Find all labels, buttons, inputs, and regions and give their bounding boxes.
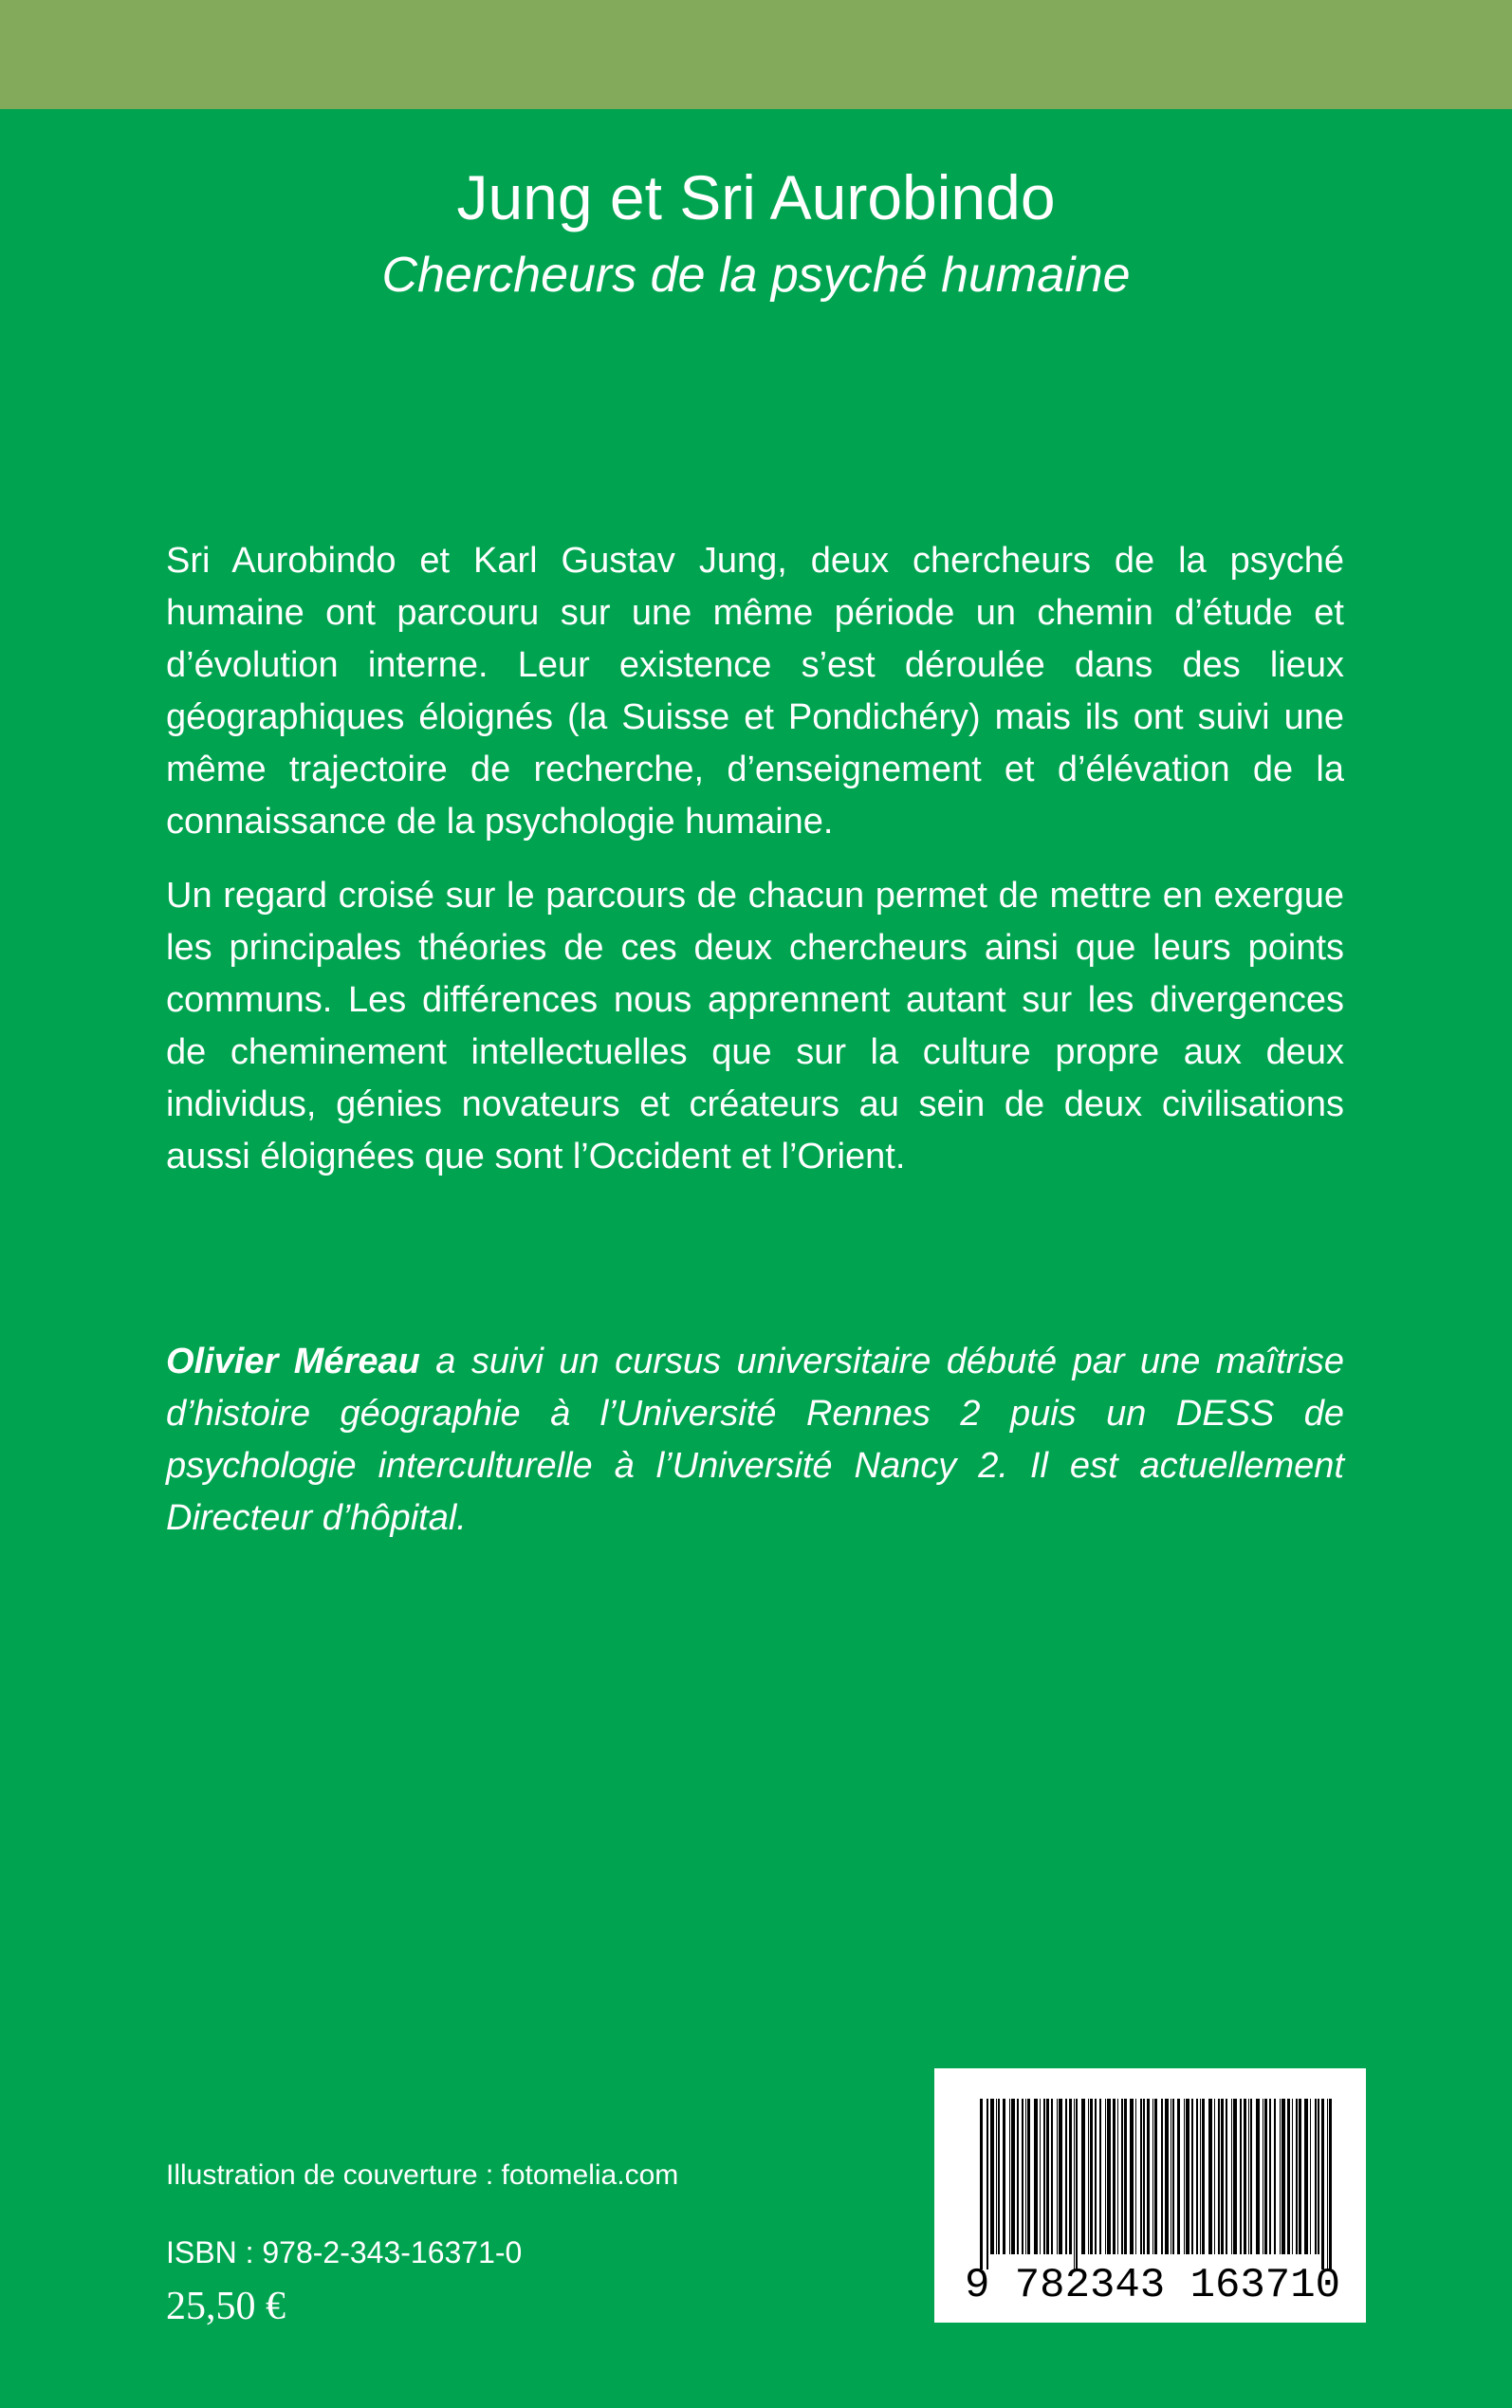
summary-text-2: Un regard croisé sur le parcours de chacun permet de mettre en exergue les principales théories de ces deux chercheurs ainsi que leurs points communs. Les différences nous apprennent autant sur les divergences de cheminement intellectuelles que sur la culture propre aux deux individus, génies novateurs et créateurs au sein de deux civilisations aussi éloignées que sont l’Occident et l’Orient. xyxy=(166,876,1344,1176)
barcode-bar xyxy=(1130,2099,1134,2254)
barcode-bar xyxy=(1161,2099,1163,2254)
author-name: Olivier Méreau xyxy=(166,1342,420,1381)
barcode-bar xyxy=(1140,2099,1142,2254)
summary-paragraph-1 xyxy=(166,535,1344,848)
barcode-bar xyxy=(1025,2099,1026,2254)
barcode-bar xyxy=(1034,2099,1038,2254)
barcode-bar xyxy=(1165,2099,1169,2254)
barcode-bar xyxy=(1233,2099,1237,2254)
barcode-bar xyxy=(1221,2099,1224,2254)
barcode-bar xyxy=(1152,2099,1153,2254)
author-bio-text: a suivi un cursus universitaire débuté par une maîtrise d’histoire géographie à l’Université Rennes 2 puis un DESS de psychologie interculturelle à l’Université Nancy 2. Il est actuellement Directeur d’hôpital. xyxy=(166,1342,1345,1538)
barcode-bar xyxy=(1107,2099,1111,2254)
barcode-bar xyxy=(1280,2099,1281,2254)
barcode-bar xyxy=(1327,2099,1328,2269)
barcode-bar xyxy=(1009,2099,1010,2254)
barcode-bar xyxy=(1154,2099,1157,2254)
cover-credit: Illustration de couverture : fotomelia.com xyxy=(166,2159,679,2191)
barcode-bar xyxy=(1318,2099,1319,2254)
barcode-bar xyxy=(1218,2099,1220,2254)
barcode-bar xyxy=(1264,2099,1267,2254)
barcode-bar xyxy=(1011,2099,1015,2254)
barcode-bar xyxy=(1240,2099,1242,2254)
barcode-bar xyxy=(1022,2099,1023,2254)
barcode-bar xyxy=(1117,2099,1118,2254)
barcode-bar xyxy=(1186,2099,1189,2254)
barcode-bar xyxy=(980,2099,983,2269)
barcode-bar xyxy=(1088,2099,1089,2254)
barcode-bar xyxy=(1099,2099,1101,2254)
barcode-bar xyxy=(1191,2099,1193,2254)
barcode-bar xyxy=(1296,2099,1298,2254)
barcode-bar xyxy=(1256,2099,1260,2254)
barcode-bar xyxy=(990,2099,994,2254)
barcode-bar xyxy=(1027,2099,1030,2254)
summary-text-1: Sri Aurobindo et Karl Gustav Jung, deux chercheurs de la psyché humaine ont parcouru sur une même période un chemin d’étude et d’évolution interne. Leur existence s’est déroulée dans des lieux géographiques éloignés (la Suisse et Pondichéry) mais ils ont suivi une même trajectoire de recherche, d’enseignement et d’élévation de la connaissance de la psychologie humaine. xyxy=(166,541,1344,842)
barcode-bar xyxy=(1231,2099,1232,2254)
isbn: ISBN : 978-2-343-16371-0 xyxy=(166,2235,523,2269)
barcode-bar xyxy=(1244,2099,1246,2254)
barcode-bar xyxy=(986,2099,988,2269)
barcode-bar xyxy=(1051,2099,1053,2254)
barcode-bar xyxy=(1076,2099,1078,2269)
barcode-bar xyxy=(1287,2099,1290,2254)
top-color-band xyxy=(0,0,1512,109)
summary-paragraph-2 xyxy=(166,870,1344,1183)
barcode-graphic xyxy=(934,2068,1366,2323)
book-title: Jung et Sri Aurobindo xyxy=(456,162,1056,232)
barcode-bar xyxy=(1069,2099,1072,2254)
barcode-bar xyxy=(1172,2099,1174,2254)
barcode-bar xyxy=(1315,2099,1317,2254)
barcode-bar xyxy=(1090,2099,1093,2254)
price: 25,50 € xyxy=(166,2285,286,2328)
barcode-bar xyxy=(1250,2099,1252,2254)
barcode-bar xyxy=(1299,2099,1301,2254)
barcode-bar xyxy=(1147,2099,1150,2254)
barcode-bar xyxy=(1105,2099,1106,2254)
barcode-bar xyxy=(1310,2099,1311,2254)
barcode-bar xyxy=(1121,2099,1123,2254)
barcode-bar xyxy=(1040,2099,1041,2254)
barcode-bar xyxy=(1196,2099,1198,2254)
barcode-bar xyxy=(1177,2099,1180,2254)
barcode-bar xyxy=(1214,2099,1215,2254)
barcode-bar xyxy=(1043,2099,1045,2254)
barcode-bar xyxy=(1065,2099,1067,2254)
barcode-bar xyxy=(1274,2099,1276,2254)
barcode-bar xyxy=(1081,2099,1085,2254)
book-subtitle: Chercheurs de la psyché humaine xyxy=(381,248,1131,303)
barcode-digits: 9 782343 163710 xyxy=(964,2262,1341,2309)
barcode-bar xyxy=(1200,2099,1201,2254)
barcode-bar xyxy=(1113,2099,1116,2254)
barcode-bar xyxy=(1292,2099,1293,2254)
barcode-bar xyxy=(1248,2099,1249,2254)
barcode-bar xyxy=(1135,2099,1136,2254)
barcode-bar xyxy=(1208,2099,1212,2254)
barcode-bar xyxy=(1269,2099,1271,2254)
barcode-bar xyxy=(1124,2099,1127,2254)
barcode-bar xyxy=(1226,2099,1227,2254)
barcode-bar xyxy=(1184,2099,1185,2254)
barcode-bar xyxy=(1003,2099,1005,2254)
barcode-bar xyxy=(1329,2099,1332,2269)
barcode-bar xyxy=(1057,2099,1058,2254)
barcode xyxy=(934,2068,1366,2323)
barcode-bar xyxy=(1059,2099,1062,2254)
barcode-bar xyxy=(1017,2099,1019,2254)
barcode-bar xyxy=(1046,2099,1049,2254)
barcode-bars xyxy=(980,2099,1332,2269)
barcode-bar xyxy=(1321,2099,1324,2269)
barcode-bar xyxy=(1143,2099,1145,2254)
barcode-bar xyxy=(1074,2099,1075,2269)
barcode-bar xyxy=(1282,2099,1285,2254)
author-bio xyxy=(166,1336,1344,1545)
barcode-bar xyxy=(996,2099,997,2254)
barcode-bar xyxy=(1095,2099,1097,2254)
barcode-bar xyxy=(1304,2099,1308,2254)
barcode-bar xyxy=(998,2099,1000,2254)
barcode-bar xyxy=(1202,2099,1205,2254)
